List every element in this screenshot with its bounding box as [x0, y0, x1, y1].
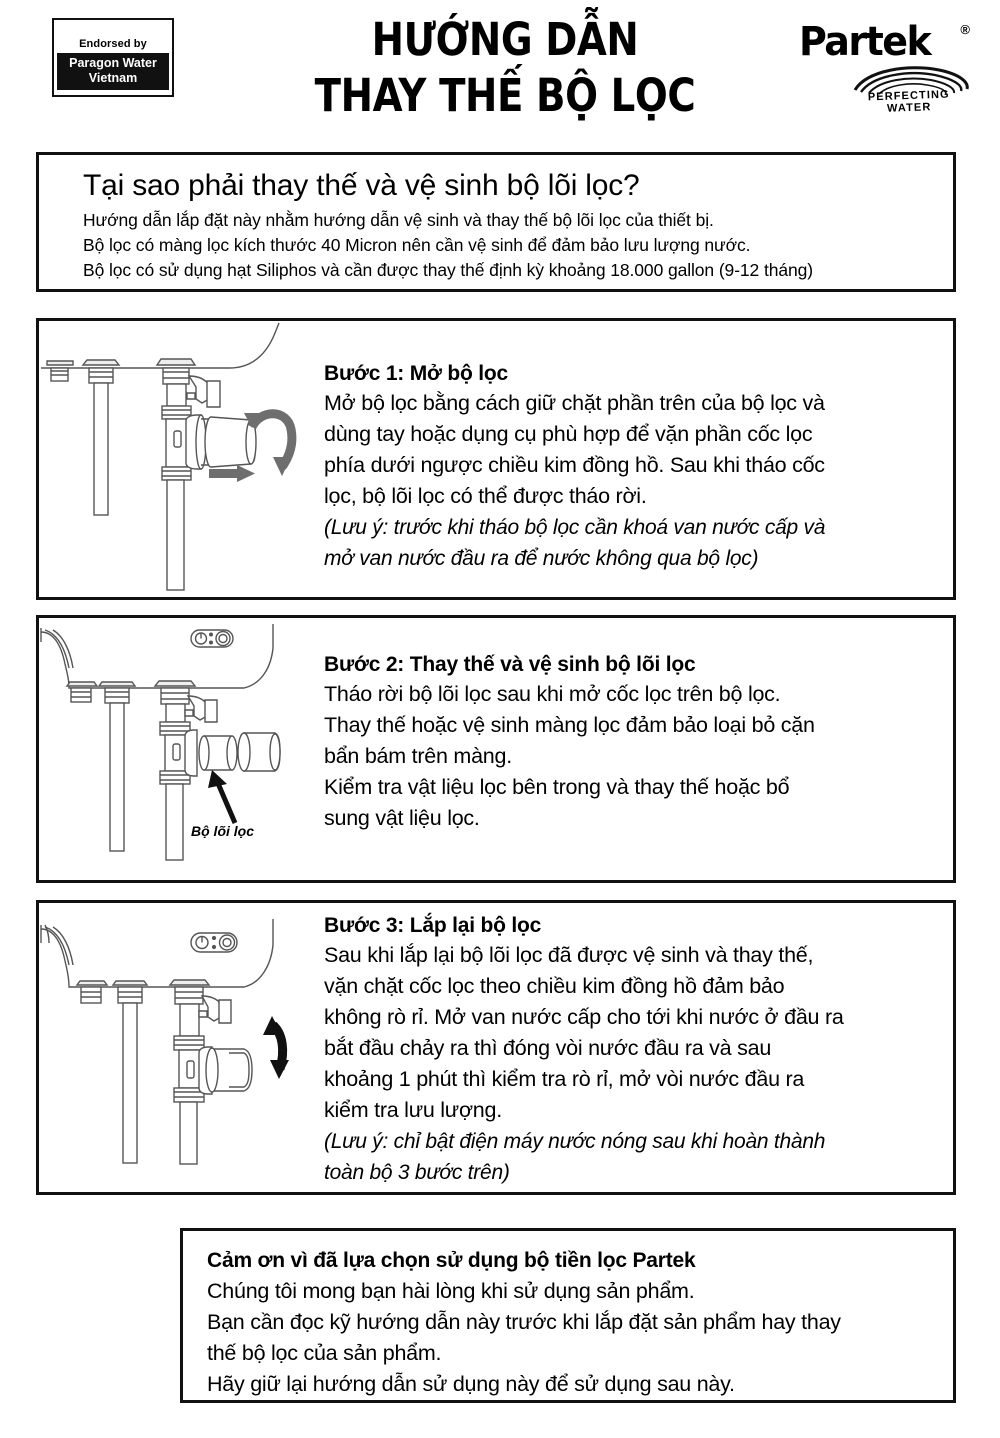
document-title-line2: THAY THẾ BỘ LỌC	[314, 69, 696, 122]
filter-reassembly-diagram	[39, 903, 314, 1192]
document-title-line1: HƯỚNG DẪN	[371, 13, 639, 66]
thank-you-line-1: Chúng tôi mong bạn hài lòng khi sử dụng sản phẩm.	[207, 1279, 695, 1303]
step-1-line-3: phía dưới ngược chiều kim đồng hồ. Sau khi tháo cốc	[324, 453, 825, 477]
endorsing-organization	[57, 53, 169, 90]
step-2-figure	[39, 618, 314, 880]
step-3-text	[314, 903, 953, 1192]
thank-you-heading: Cảm ơn vì đã lựa chọn sử dụng bộ tiền lọc Partek	[207, 1249, 696, 1272]
step-1-note-1: (Lưu ý: trước khi tháo bộ lọc cần khoá van nước cấp và	[324, 516, 826, 539]
step-1-heading: Bước 1: Mở bộ lọc	[324, 362, 509, 385]
step-2-line-5: sung vật liệu lọc.	[324, 806, 480, 830]
step-3-note-1: (Lưu ý: chỉ bật điện máy nước nóng sau khi hoàn thành	[324, 1130, 826, 1153]
intro-panel	[36, 152, 956, 292]
step-3-line-6: kiểm tra lưu lượng.	[324, 1098, 502, 1122]
step-1-line-1: Mở bộ lọc bằng cách giữ chặt phần trên của bộ lọc và	[324, 391, 825, 415]
step-2-line-1: Tháo rời bộ lõi lọc sau khi mở cốc lọc trên bộ lọc.	[324, 682, 781, 706]
cartridge-removal-diagram	[39, 618, 314, 880]
step-2-figure-caption: Bộ lõi lọc	[191, 823, 254, 839]
intro-line-3: Bộ lọc có sử dụng hạt Siliphos và cần được thay thế định kỳ khoảng 18.000 gallon (9-12 tháng)	[83, 260, 813, 280]
endorsement-badge	[52, 18, 174, 97]
endorsing-organization-line2: Vietnam	[88, 71, 138, 85]
rotate-clockwise-arrow-icon	[263, 1016, 289, 1079]
document-title	[270, 12, 740, 124]
endorsed-by-label: Endorsed by	[79, 38, 147, 50]
step-3-line-1: Sau khi lắp lại bộ lõi lọc đã được vệ sinh và thay thế,	[324, 943, 814, 967]
intro-question: Tại sao phải thay thế và vệ sinh bộ lõi lọc?	[83, 169, 640, 202]
filter-cartridge	[199, 736, 237, 770]
step-3-heading: Bước 3: Lắp lại bộ lọc	[324, 914, 542, 937]
step-1-note-2: mở van nước đầu ra để nước không qua bộ lọc)	[324, 547, 759, 570]
cartridge-pointer-arrow-icon	[208, 770, 235, 823]
intro-line-1: Hướng dẫn lắp đặt này nhằm hướng dẫn vệ sinh và thay thế bộ lõi lọc của thiết bị.	[83, 210, 714, 230]
step-3-figure	[39, 903, 314, 1192]
step-1-line-4: lọc, bộ lõi lọc có thể được tháo rời.	[324, 484, 647, 508]
thank-you-line-2: Bạn cần đọc kỹ hướng dẫn này trước khi lắp đặt sản phẩm hay thay	[207, 1310, 841, 1334]
thank-you-line-3: thế bộ lọc của sản phẩm.	[207, 1341, 442, 1365]
step-3-line-5: khoảng 1 phút thì kiểm tra rò rỉ, mở vòi nước đầu ra	[324, 1067, 805, 1091]
step-2-panel	[36, 615, 956, 883]
step-1-text	[314, 321, 953, 597]
heater-control-panel-icon	[191, 933, 237, 952]
filter-open-diagram	[39, 321, 314, 597]
filter-bowl	[238, 733, 280, 771]
heater-control-panel-icon	[191, 630, 233, 647]
step-3-note-2: toàn bộ 3 bước trên)	[324, 1161, 510, 1184]
step-2-line-2: Thay thế hoặc vệ sinh màng lọc đảm bảo loại bỏ cặn	[324, 713, 815, 737]
intro-line-2: Bộ lọc có màng lọc kích thước 40 Micron nên cần vệ sinh để đảm bảo lưu lượng nước.	[83, 235, 751, 255]
page-header	[0, 0, 1000, 150]
step-2-text	[314, 618, 953, 880]
thank-you-line-4: Hãy giữ lại hướng dẫn sử dụng này để sử dụng sau này.	[207, 1372, 735, 1396]
thank-you-panel	[180, 1228, 956, 1403]
brand-tagline: PERFECTING WATER	[867, 88, 950, 115]
step-1-figure	[39, 321, 314, 597]
registered-trademark-icon: ®	[960, 22, 970, 37]
step-3-line-4: bắt đầu chảy ra thì đóng vòi nước đầu ra và sau	[324, 1036, 772, 1060]
step-2-heading: Bước 2: Thay thế và vệ sinh bộ lõi lọc	[324, 653, 696, 676]
step-2-line-3: bẩn bám trên màng.	[324, 744, 512, 768]
pull-out-arrow-icon	[209, 465, 255, 482]
step-2-line-4: Kiểm tra vật liệu lọc bên trong và thay thế hoặc bổ	[324, 775, 790, 799]
partek-logo	[797, 16, 972, 121]
endorsing-organization-line1: Paragon Water	[69, 56, 157, 70]
endorsement-badge-spacer	[54, 20, 172, 37]
step-3-line-3: không rò rỉ. Mở van nước cấp cho tới khi nước ở đầu ra	[324, 1005, 844, 1029]
brand-wordmark: Partek	[799, 19, 931, 65]
step-1-panel	[36, 318, 956, 600]
step-3-panel	[36, 900, 956, 1195]
step-3-line-2: vặn chặt cốc lọc theo chiều kim đồng hồ đảm bảo	[324, 974, 785, 998]
step-1-line-2: dùng tay hoặc dụng cụ phù hợp để vặn phần cốc lọc	[324, 422, 813, 446]
